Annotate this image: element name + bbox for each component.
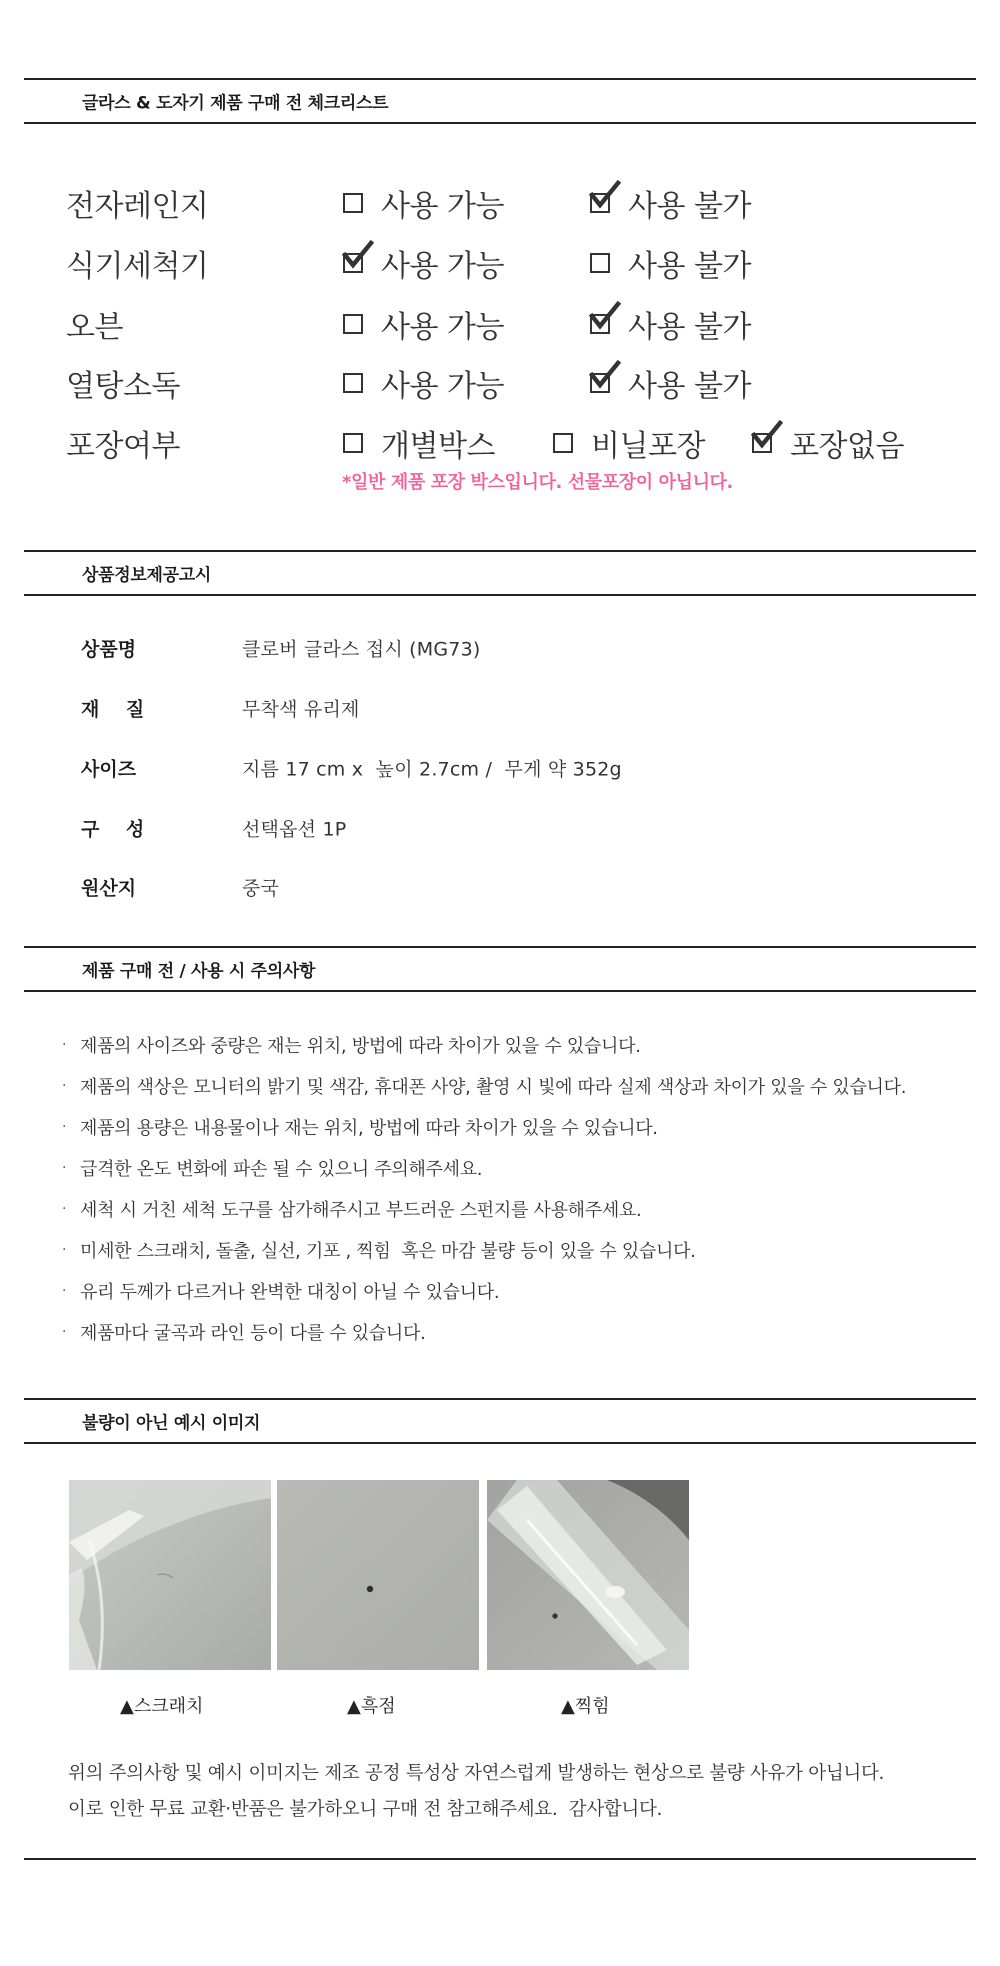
checkbox-option[interactable] [343,183,504,223]
product-info-header [24,550,976,596]
checklist-label: 전자레인지 [66,189,209,224]
checkbox-option[interactable] [752,423,904,463]
scratch-photo [69,1480,271,1670]
checklist-header [24,78,976,124]
checkmark-icon [590,361,620,391]
info-label: 상품명 [81,638,137,661]
cautions-header [24,946,976,992]
caution-text: 제품의 사이즈와 중량은 재는 위치, 방법에 따라 차이가 있을 수 있습니다. [80,1036,641,1057]
caution-text: 세척 시 거친 세척 도구를 삼가해주시고 부드러운 스펀지를 사용해주세요. [80,1200,642,1221]
checkbox-checked[interactable] [343,253,363,273]
caution-text: 제품마다 굴곡과 라인 등이 다를 수 있습니다. [80,1323,426,1344]
info-value: 지름 17 cm x 높이 2.7cm / 무게 약 352g [242,758,622,781]
option-label: 사용 가능 [381,369,504,404]
caution-text: 제품의 색상은 모니터의 밝기 및 색감, 휴대폰 사양, 촬영 시 빛에 따라 실제 색상과 차이가 있을 수 있습니다. [80,1077,907,1098]
checkbox-checked[interactable] [590,314,610,334]
checklist-label: 오븐 [66,310,123,345]
info-row-material [0,688,1000,728]
info-value: 선택옵션 1P [242,818,347,841]
bullet: · [62,1242,67,1258]
dent-photo [487,1480,689,1670]
info-label: 원산지 [81,877,137,900]
checklist-row-sterilization [0,358,1000,408]
option-label: 사용 가능 [381,189,504,224]
option-label: 사용 가능 [381,249,504,284]
example-image-scratch [69,1480,271,1670]
option-label: 사용 가능 [381,310,504,345]
example-image-black-dot [277,1480,479,1670]
example-caption-dent: ▲찍힘 [561,1696,610,1717]
checklist-label: 열탕소독 [66,369,180,404]
checklist-title: 글라스 & 도자기 제품 구매 전 체크리스트 [82,93,389,114]
checkmark-icon [752,421,782,451]
caution-item [62,1153,982,1183]
info-value: 무착색 유리제 [242,698,360,721]
checkbox-option[interactable] [590,363,751,403]
examples-header [24,1398,976,1444]
info-value: 클로버 글라스 접시 (MG73) [242,638,481,661]
checkbox-option[interactable] [343,363,504,403]
checklist-row-dishwasher [0,238,1000,288]
checkmark-icon [590,302,620,332]
black-dot-photo [277,1480,479,1670]
bottom-divider [24,1858,976,1860]
checklist-row-microwave [0,178,1000,228]
checkmark-icon [343,241,373,271]
checkbox-empty[interactable] [590,253,610,273]
option-label: 사용 불가 [628,189,751,224]
checkbox-checked[interactable] [752,433,772,453]
option-label: 개별박스 [381,429,495,464]
checkbox-empty[interactable] [343,193,363,213]
cautions-title: 제품 구매 전 / 사용 시 주의사항 [82,961,316,982]
option-label: 사용 불가 [628,310,751,345]
caution-item [62,1112,982,1142]
checklist-row-packaging [0,418,1000,468]
checkbox-empty[interactable] [343,433,363,453]
bullet: · [62,1201,67,1217]
checkbox-empty[interactable] [553,433,573,453]
caution-item [62,1194,982,1224]
caution-item [62,1030,982,1060]
packaging-note: *일반 제품 포장 박스입니다. 선물포장이 아닙니다. [342,472,733,493]
checkbox-option[interactable] [553,423,705,463]
info-row-origin [0,867,1000,907]
product-info-title: 상품정보제공고시 [82,565,211,586]
checklist-row-oven [0,299,1000,349]
checkbox-option[interactable] [343,423,495,463]
examples-title: 불량이 아닌 예시 이미지 [82,1413,261,1434]
info-row-size [0,748,1000,788]
option-label: 포장없음 [790,429,904,464]
bullet: · [62,1324,67,1340]
caution-text: 미세한 스크래치, 돌출, 실선, 기포 , 찍힘 혹은 마감 불량 등이 있을 수 있습니다. [80,1241,696,1262]
bullet: · [62,1078,67,1094]
checkbox-option[interactable] [590,183,751,223]
checkbox-option[interactable] [343,243,504,283]
checklist-label: 식기세척기 [66,249,209,284]
footer-line: 이로 인한 무료 교환·반품은 불가하오니 구매 전 참고해주세요. 감사합니다. [68,1799,663,1820]
checkbox-empty[interactable] [343,373,363,393]
option-label: 비닐포장 [591,429,705,464]
footer-line: 위의 주의사항 및 예시 이미지는 제조 공정 특성상 자연스럽게 발생하는 현상으로 불량 사유가 아닙니다. [68,1763,885,1784]
bullet: · [62,1160,67,1176]
checkbox-checked[interactable] [590,373,610,393]
checkbox-checked[interactable] [590,193,610,213]
caution-item [62,1276,982,1306]
info-value: 중국 [242,877,280,900]
checklist-label: 포장여부 [66,429,180,464]
caution-text: 제품의 용량은 내용물이나 재는 위치, 방법에 따라 차이가 있을 수 있습니다. [80,1118,658,1139]
caution-item [62,1317,982,1347]
checkbox-empty[interactable] [343,314,363,334]
caution-text: 유리 두께가 다르거나 완벽한 대칭이 아닐 수 있습니다. [80,1282,500,1303]
example-caption-scratch: ▲스크래치 [120,1696,204,1717]
checkbox-option[interactable] [590,243,751,283]
checkmark-icon [590,181,620,211]
example-image-dent [487,1480,689,1670]
caution-text: 급격한 온도 변화에 파손 될 수 있으니 주의해주세요. [80,1159,483,1180]
bullet: · [62,1283,67,1299]
info-label: 재 질 [81,698,145,721]
caution-item [62,1071,982,1101]
option-label: 사용 불가 [628,249,751,284]
checkbox-option[interactable] [343,304,504,344]
info-row-name [0,628,1000,668]
bullet: · [62,1037,67,1053]
example-caption-black-dot: ▲흑점 [347,1696,396,1717]
info-label: 구 성 [81,818,145,841]
option-label: 사용 불가 [628,369,751,404]
bullet: · [62,1119,67,1135]
info-label: 사이즈 [81,758,137,781]
checkbox-option[interactable] [590,304,751,344]
info-row-composition [0,808,1000,848]
caution-item [62,1235,982,1265]
